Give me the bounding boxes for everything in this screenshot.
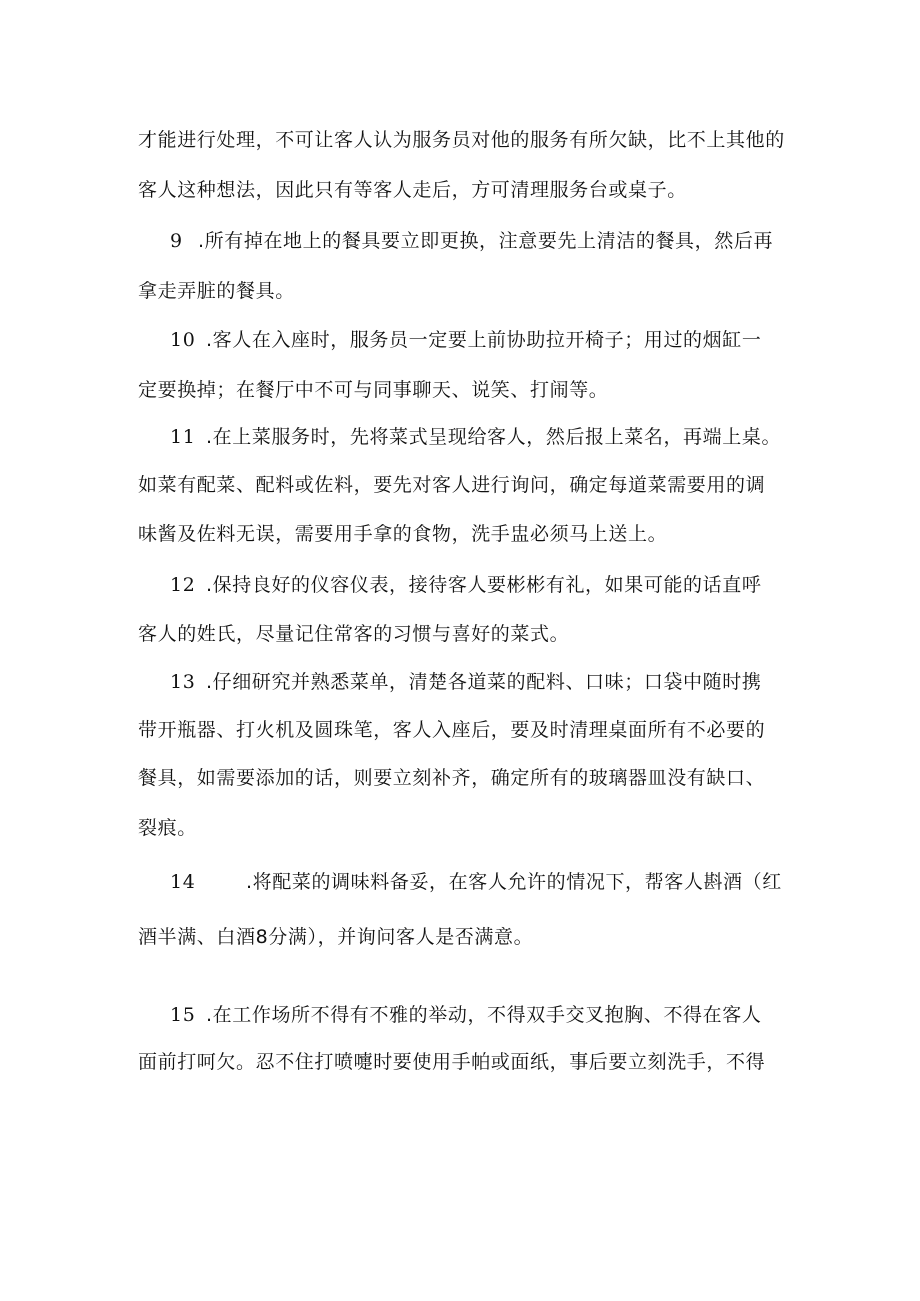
item-13-line-3: 餐具，如需要添加的话，则要立刻补齐，确定所有的玻璃器皿没有缺口、 — [138, 767, 766, 789]
item-9-line-1 — [170, 229, 773, 253]
item-number: 11 — [170, 426, 196, 448]
item-10-line-2: 定要换掉；在餐厅中不可与同事聊天、说笑、打闹等。 — [138, 379, 609, 401]
item-number: 15 — [170, 1004, 196, 1026]
item-text: .仔细研究并熟悉菜单，清楚各道菜的配料、口味；口袋中随时携 — [206, 671, 762, 693]
item-15-line-1 — [170, 1003, 761, 1027]
item-number: 12 — [170, 574, 196, 596]
item-13-line-4: 裂痕。 — [138, 817, 197, 839]
item-10-line-1 — [170, 328, 761, 352]
item-number: 14 — [170, 871, 196, 893]
item-9-line-2: 拿走弄脏的餐具。 — [138, 280, 295, 302]
item-12-line-1 — [170, 573, 761, 597]
item-text: .将配菜的调味料备妥，在客人允许的情况下，帮客人斟酒（红 — [246, 871, 782, 893]
item-13-line-1 — [170, 670, 761, 694]
text-line-2: 客人这种想法，因此只有等客人走后，方可清理服务台或桌子。 — [138, 179, 687, 201]
item-text: .所有掉在地上的餐具要立即更换，注意要先上清洁的餐具，然后再 — [198, 230, 774, 252]
item-number: 10 — [170, 329, 196, 351]
item-number: 13 — [170, 671, 196, 693]
item-text: .保持良好的仪容仪表，接待客人要彬彬有礼，如果可能的话直呼 — [206, 574, 762, 596]
item-text: .在工作场所不得有不雅的举动，不得双手交叉抱胸、不得在客人 — [206, 1004, 762, 1026]
item-11-line-3: 味酱及佐料无误，需要用手拿的食物，洗手盅必须马上送上。 — [138, 523, 668, 545]
item-number: 9 — [170, 230, 183, 252]
item-12-line-2: 客人的姓氏，尽量记住常客的习惯与喜好的菜式。 — [138, 623, 570, 645]
item-11-line-2: 如菜有配菜、配料或佐料，要先对客人进行询问，确定每道菜需要用的调 — [138, 474, 766, 496]
item-15-line-2: 面前打呵欠。忍不住打喷嚏时要使用手帕或面纸，事后要立刻洗手，不得 — [138, 1051, 766, 1073]
item-14-line-1 — [170, 870, 782, 894]
item-text: .在上菜服务时，先将菜式呈现给客人，然后报上菜名，再端上桌。 — [206, 426, 782, 448]
item-14-line-2: 酒半满、白酒8分满），并询问客人是否满意。 — [138, 926, 534, 948]
item-text: .客人在入座时，服务员一定要上前协助拉开椅子；用过的烟缸一 — [206, 329, 762, 351]
item-13-line-2: 带开瓶器、打火机及圆珠笔，客人入座后，要及时清理桌面所有不必要的 — [138, 719, 766, 741]
text-line-1: 才能进行处理，不可让客人认为服务员对他的服务有所欠缺，比不上其他的 — [138, 129, 785, 151]
item-11-line-1 — [170, 425, 781, 449]
